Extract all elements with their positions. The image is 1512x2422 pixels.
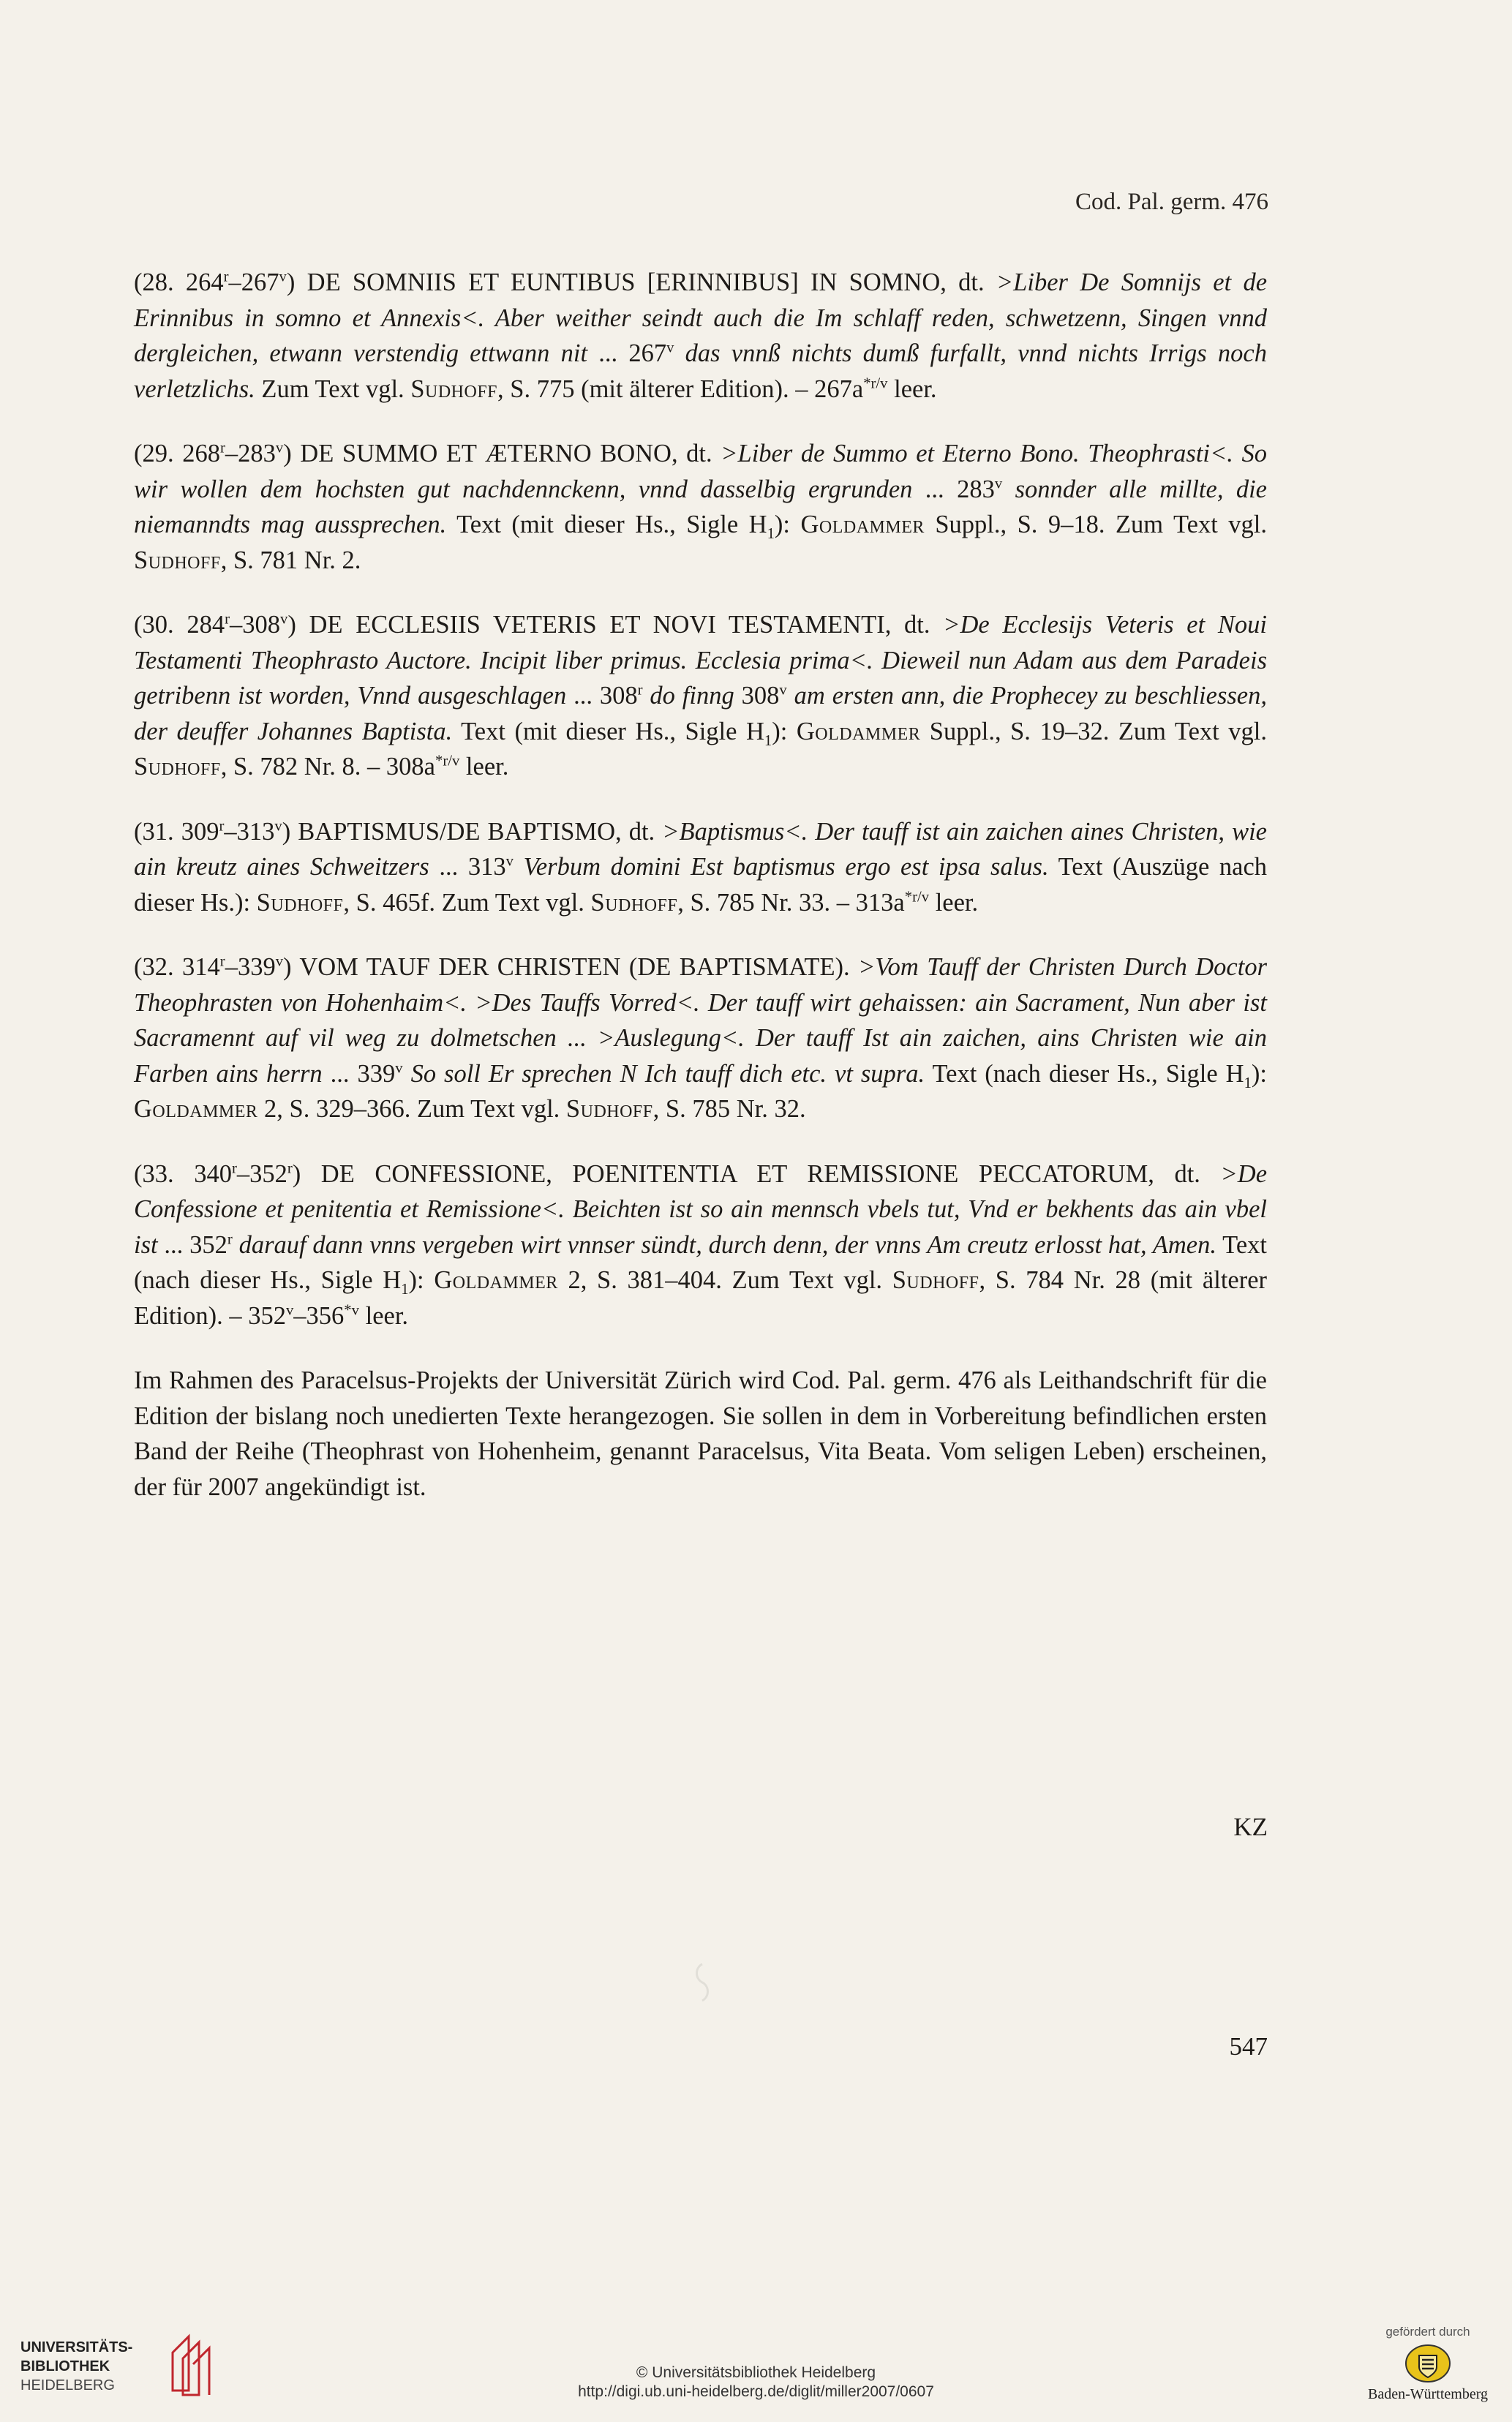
entry-30: (30. 284$^r$–308$^v$) DE ECCLESIIS VETERIS ET NOVI TESTAMENTI, dt. >De Ecclesijs Veteris et Noui Testamenti Theophrasto Auctore. Incipit liber primus. Ecclesia prima<. Dieweil nun Adam aus dem Paradeis getribenn ist worden, Vnnd ausgeschlagen ... 308$^r$ do finng 308$^v$ am ersten ann, die Prophecey zu beschliessen, der deuffer Johannes Baptista. Text (mit dieser Hs., Sigle $H_1$): Goldammer Suppl., S. 19–32. Zum Text vgl. Sudhoff, S. 782 Nr. 8. – $308a^{*r/v}$ leer. — [134, 611, 1267, 781]
catalog-entries — [134, 265, 1267, 1505]
funder-block — [1358, 2325, 1497, 2403]
footer — [0, 2312, 1512, 2422]
entry-29: (29. 268$^r$–283$^v$) DE SUMMO ET ÆTERNO BONO, dt. >Liber de Summo et Eterno Bono. Theophrasti<. So wir wollen dem hochsten gut nachdennckenn, vnnd dasselbig ergrunden ... 283$^v$ sonnder alle millte, die niemanndts mag aussprechen. Text (mit dieser Hs., Sigle $H_1$): Goldammer Suppl., S. 9–18. Zum Text vgl. Sudhoff, S. 781 Nr. 2. — [134, 440, 1268, 574]
permalink-url[interactable]: http://digi.ub.uni-heidelberg.de/diglit/miller2007/0607 — [578, 2383, 934, 2400]
logo-line-1: UNIVERSITÄTS- — [20, 2339, 133, 2355]
entry-title: DE CONFESSIONE, POENITENTIA ET REMISSIONE PECCATORUM, dt. — [301, 1159, 1221, 1188]
faint-watermark-glyph — [691, 1960, 713, 2004]
funder-name: Baden-Württemberg — [1367, 2386, 1488, 2402]
baden-wuerttemberg-crest-icon — [1404, 2344, 1451, 2383]
logo-line-2: BIBLIOTHEK — [20, 2358, 110, 2374]
copyright-text: © Universitätsbibliothek Heidelberg — [636, 2364, 876, 2381]
author-signature: KZ — [1233, 1813, 1268, 1841]
entry-title: DE ECCLESIIS VETERIS ET NOVI TESTAMENTI, dt. — [296, 611, 944, 639]
entry-32: (32. 314$^r$–339$^v$) VOM TAUF DER CHRISTEN (DE BAPTISMATE). >Vom Tauff der Christen Durch Doctor Theophrasten von Hohenhaim<. >Des Tauffs Vorred<. Der tauff wirt gehaissen: ain Sacrament, Nun aber ist Sacramennt auf vil weg zu dolmetschen ... >Auslegung<. Der tauff Ist ain zaichen, ains Christen wie ain Farben ains herrn ... 339$^v$ So soll Er sprechen N Ich tauff dich etc. vt supra. Text (nach dieser Hs., Sigle $H_1$): Goldammer 2, S. 329–366. Zum Text vgl. Sudhoff, S. 785 Nr. 32. — [134, 953, 1267, 1123]
entry-28: (28. 264$^r$–267$^v$) DE SOMNIIS ET EUNTIBUS [ERINNIBUS] IN SOMNO, dt. >Liber De Somnijs et de Erinnibus in somno et Annexis<. Aber weither seindt auch die Im schlaff reden, schwetzenn, Singen vnnd dergleichen, etwann verstendig ettwann nit ... 267$^v$ das vnnß nichts dumß furfallt, vnnd nichts Irrigs noch verletzlichs. Zum Text vgl. Sudhoff, S. 775 (mit älterer Edition). – $267a^{*r/v}$ leer. — [134, 268, 1268, 403]
entry-title: DE SOMNIIS ET EUNTIBUS [ERINNIBUS] IN SOMNO, dt. — [295, 268, 996, 296]
closing-paragraph: Im Rahmen des Paracelsus-Projekts der Universität Zürich wird Cod. Pal. germ. 476 als Leithandschrift für die Edition der bislang noch unedierten Texte herangezogen. Sie sollen in dem in Vorbereitung befindlichen ersten Band der Reihe (Theophrast von Hohenheim, genannt Paracelsus, Vita Beata. Vom seligen Leben) erscheinen, der für 2007 angekündigt ist. — [134, 1366, 1267, 1501]
entry-title: VOM TAUF DER CHRISTEN (DE BAPTISMATE). — [291, 953, 859, 981]
entry-title: DE SUMMO ET ÆTERNO BONO, dt. — [291, 440, 721, 467]
entry-33: (33. 340$^r$–352$^r$) DE CONFESSIONE, POENITENTIA ET REMISSIONE PECCATORUM, dt. >De Confessione et penitentia et Remissione<. Beichten ist so ain mennsch vbels tut, Vnd er bekhents das ain vbel ist ... 352$^r$ darauf dann vnns vergeben wirt vnnser sündt, durch denn, der vnns Am creutz erlosst hat, Amen. Text (nach dieser Hs., Sigle $H_1$): Goldammer 2, S. 381–404. Zum Text vgl. Sudhoff, S. 784 Nr. 28 (mit älterer Edition). – 352$^v$–356$^{*v}$ leer. — [134, 1159, 1268, 1330]
entry-title: BAPTISMUS/DE BAPTISMO, dt. — [290, 817, 663, 846]
funded-label: gefördert durch — [1385, 2325, 1470, 2339]
page-number: 547 — [1229, 2032, 1268, 2061]
entry-31: (31. 309$^r$–313$^v$) BAPTISMUS/DE BAPTISMO, dt. >Baptismus<. Der tauff ist ain zaichen aines Christen, wie ain kreutz aines Schweitzers ... 313$^v$ Verbum domini Est baptismus ergo est ipsa salus. Text (Auszüge nach dieser Hs.): Sudhoff, S. 465f. Zum Text vgl. Sudhoff, S. 785 Nr. 33. – $313a^{*r/v}$ leer. — [134, 817, 1268, 917]
copyright-block — [0, 2363, 1512, 2402]
logo-line-3: HEIDELBERG — [20, 2377, 115, 2393]
running-header: Cod. Pal. germ. 476 — [1075, 189, 1268, 215]
